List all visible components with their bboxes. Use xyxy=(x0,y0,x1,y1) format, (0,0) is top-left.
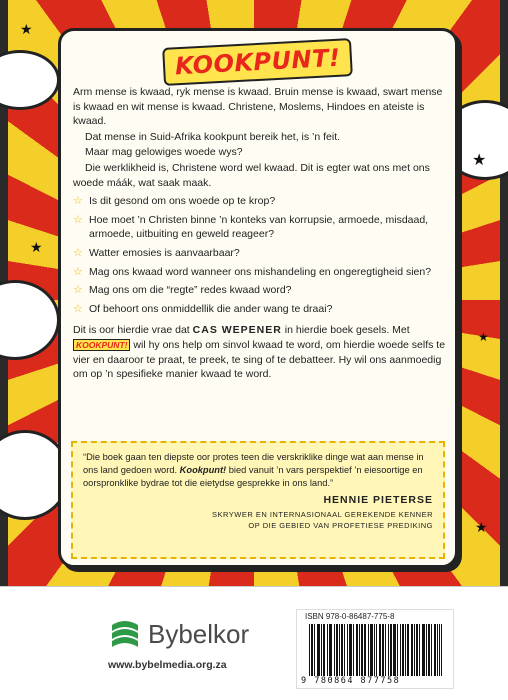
barcode-bar xyxy=(424,624,425,676)
star-icon: ★ xyxy=(478,330,489,344)
barcode-bar xyxy=(331,624,332,676)
barcode-bar xyxy=(437,624,438,676)
list-item: ☆ Hoe moet ’n Christen binne ’n konteks van korrupsie, armoede, misdaad, armoede, uitbuiting en geweld reageer? xyxy=(73,213,429,241)
closing-paragraph: Dit is oor hierdie vrae dat CAS WEPENER in hierdie boek gesels. Met KOOKPUNT! wil hy ons help om sinvol kwaad te word, om hierdie woede selfs te vier en daaroor te praat, te preek, te sing of te debatteer. Hy wil ons aanmoedig om op ’n spesifieke manier kwaad te word. xyxy=(73,324,446,381)
barcode-bar xyxy=(405,624,406,676)
barcode-bar xyxy=(411,624,412,676)
logo-text: KOOKPUNT! xyxy=(162,38,353,86)
barcode-bar xyxy=(391,624,392,676)
barcode-bar xyxy=(349,624,350,676)
star-bullet-icon: ☆ xyxy=(73,246,83,259)
list-item: ☆ Of behoort ons onmiddellik die ander wang te draai? xyxy=(73,302,333,315)
barcode-bar xyxy=(329,624,330,676)
kookpunt-logo xyxy=(61,43,455,81)
barcode-bar xyxy=(385,624,386,676)
barcode-bar xyxy=(351,624,352,676)
quote-book-title: Kookpunt! xyxy=(179,465,227,475)
barcode-bar xyxy=(395,624,396,676)
barcode-bar xyxy=(365,624,366,676)
barcode-bar xyxy=(323,624,324,676)
publisher-url: www.bybelmedia.org.za xyxy=(108,659,227,671)
barcode-bar xyxy=(429,624,430,676)
endorsement-quote xyxy=(71,441,445,559)
list-item: ☆ Watter emosies is aanvaarbaar? xyxy=(73,246,240,259)
inline-logo: KOOKPUNT! xyxy=(73,339,130,351)
barcode-bar xyxy=(324,624,325,676)
list-item: ☆ Mag ons kwaad word wanneer ons mishandeling en ongeregtigheid sien? xyxy=(73,265,432,278)
barcode-bar xyxy=(334,624,335,676)
star-icon: ★ xyxy=(20,22,33,38)
barcode-bar xyxy=(379,624,380,676)
isbn-text: ISBN 978-0-86487-775-8 xyxy=(305,612,395,621)
barcode-label xyxy=(296,609,454,689)
barcode-bar xyxy=(319,624,320,676)
statement-line: Dat mense in Suid-Afrika kookpunt bereik het, is ’n feit. xyxy=(85,130,341,143)
star-bullet-icon: ☆ xyxy=(73,265,83,278)
star-bullet-icon: ☆ xyxy=(73,213,83,226)
barcode-bar xyxy=(435,624,436,676)
reality-paragraph: Die werklikheid is, Christene word wel kwaad. Dit is egter wat ons met ons woede máák, wat saak maak. xyxy=(73,161,430,189)
barcode-bar xyxy=(364,624,365,676)
barcode-bar xyxy=(383,624,384,676)
barcode-bar xyxy=(341,624,342,676)
blurb-panel xyxy=(58,28,458,568)
barcode-bar xyxy=(376,624,377,676)
barcode-bar xyxy=(356,624,357,676)
barcode-bar xyxy=(393,624,394,676)
star-icon: ★ xyxy=(472,150,487,169)
comic-cloud-left xyxy=(0,280,60,360)
barcode-bar xyxy=(314,624,315,676)
barcode-bar xyxy=(336,624,337,676)
barcode-bar xyxy=(423,624,424,676)
barcode-bar xyxy=(318,624,319,676)
barcode-bar xyxy=(357,624,358,676)
barcode-bar xyxy=(417,624,418,676)
publisher-logo-icon xyxy=(108,617,142,651)
barcode-bar xyxy=(311,624,312,676)
star-icon: ★ xyxy=(475,520,488,536)
barcode-bar xyxy=(361,624,362,676)
star-icon: ★ xyxy=(30,240,43,256)
quote-author-title: SKRYWER EN INTERNASIONAAL GEREKENDE KENNER OP DIE GEBIED VAN PROFETIESE PREDIKING xyxy=(211,510,433,530)
barcode-bar xyxy=(394,624,395,676)
barcode-bar xyxy=(339,624,340,676)
publisher-name: Bybelkor xyxy=(148,619,250,649)
question-list xyxy=(73,194,447,316)
barcode-bar xyxy=(368,624,369,676)
barcode-bar xyxy=(374,624,375,676)
barcode-bar xyxy=(426,624,427,676)
blurb-text xyxy=(73,85,447,383)
list-item: ☆ Mag ons om die “regte” redes kwaad word? xyxy=(73,284,292,297)
barcode-bar xyxy=(400,624,401,676)
barcode-bar xyxy=(359,624,360,676)
barcode-bar xyxy=(407,624,408,676)
barcode-bar xyxy=(434,624,435,676)
barcode-bar xyxy=(441,624,442,676)
barcode-bar xyxy=(422,624,423,676)
barcode-bar xyxy=(321,624,322,676)
comic-cloud-top-left xyxy=(0,50,60,110)
barcode-bar xyxy=(380,624,381,676)
author-name: CAS WEPENER xyxy=(192,324,282,337)
barcode-bar xyxy=(402,624,403,676)
barcode-bar xyxy=(371,624,372,676)
barcode-bar xyxy=(327,624,328,676)
barcode-bar xyxy=(362,624,363,676)
barcode-bar xyxy=(382,624,383,676)
quote-text: “Die boek gaan ten diepste oor protes teen die verskriklike dinge wat aan mense in ons land gedoen word. Kookpunt! bied vanuit ’n vars perspektief ’n eiesoortige en oorspronklike bydrae tot die eietydse gesprekke in ons land.” xyxy=(83,452,424,488)
barcode-bar xyxy=(312,624,313,676)
barcode-bar xyxy=(330,624,331,676)
barcode-bar xyxy=(390,624,391,676)
barcode-bar xyxy=(337,624,338,676)
quote-author: HENNIE PIETERSE xyxy=(323,494,433,506)
barcode-bar xyxy=(403,624,404,676)
star-bullet-icon: ☆ xyxy=(73,284,83,297)
barcode-icon xyxy=(309,624,443,676)
barcode-bar xyxy=(397,624,398,676)
barcode-bar xyxy=(317,624,318,676)
barcode-bar xyxy=(372,624,373,676)
barcode-bar xyxy=(370,624,371,676)
barcode-bar xyxy=(350,624,351,676)
barcode-bar xyxy=(353,624,354,676)
barcode-bar xyxy=(347,624,348,676)
barcode-number: 9 780864 877758 xyxy=(301,676,401,686)
intro-paragraph: Arm mense is kwaad, ryk mense is kwaad. Bruin mense is kwaad, swart mense is kwaad en wit mense is kwaad. Christene, Moslems, Hindoes en ateiste is kwaad. xyxy=(73,86,443,128)
barcode-bar xyxy=(419,624,420,676)
barcode-bar xyxy=(388,624,389,676)
barcode-bar xyxy=(416,624,417,676)
barcode-bar xyxy=(439,624,440,676)
barcode-bar xyxy=(431,624,432,676)
bottom-strip xyxy=(0,586,508,700)
barcode-bar xyxy=(414,624,415,676)
barcode-bar xyxy=(428,624,429,676)
star-bullet-icon: ☆ xyxy=(73,302,83,315)
barcode-bar xyxy=(344,624,345,676)
list-item: ☆ Is dit gesond om ons woede op te krop? xyxy=(73,195,276,208)
barcode-bar xyxy=(342,624,343,676)
question-line: Maar mag gelowiges woede wys? xyxy=(85,146,243,159)
barcode-bar xyxy=(309,624,310,676)
barcode-bar xyxy=(412,624,413,676)
star-bullet-icon: ☆ xyxy=(73,195,83,208)
barcode-bar xyxy=(408,624,409,676)
